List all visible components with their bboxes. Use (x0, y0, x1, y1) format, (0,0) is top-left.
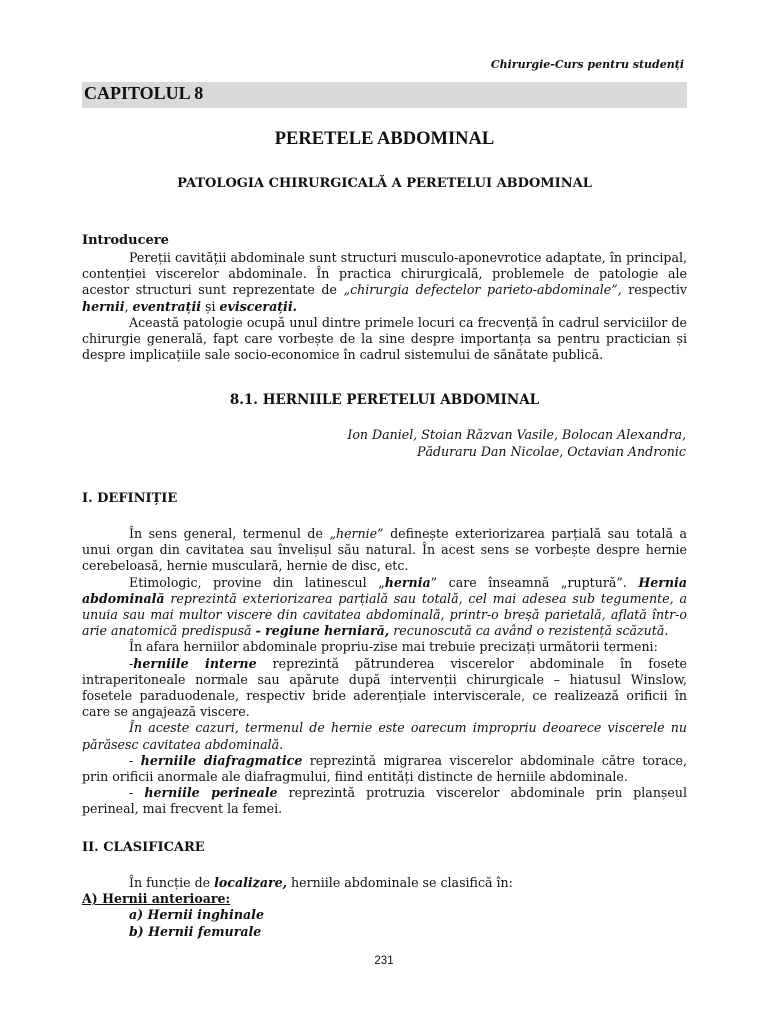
definitie-text (82, 526, 687, 818)
text-span-italic: recunoscută ca având o rezistență scăzută. (389, 623, 669, 639)
text-span: Pereții cavității abdominale sunt structuri musculo-aponevrotice adaptate, în principal, contenției viscerelor abdominale. În practica chirurgicală, problemele de patologie ale acestor structuri sunt reprezentate de (82, 250, 687, 298)
term-herniile-diafragmatice: herniile diafragmatice (140, 752, 303, 768)
chapter-title: PERETELE ABDOMINAL (274, 129, 495, 149)
text-span: reprezintă pătrunderea viscerelor abdominale în fosete intraperitoneale normale sau apărute după intervenții chirurgicale – hiatusul Winslow, fosetele paraduodenale, respectiv bride aderențiale interviscerale, ce realizează orificii în care se angajează viscere. (82, 655, 687, 720)
definitie-heading: I. DEFINIȚIE (82, 491, 178, 506)
page-number: 231 (374, 955, 394, 967)
text-span-italic: „chirurgia defectelor parieto-abdominale”, (343, 282, 622, 298)
text-span: , (124, 298, 133, 314)
definitie-paragraph-5: În aceste cazuri, termenul de hernie este oarecum impropriu deoarece viscerele nu părăsesc cavitatea abdominală. (82, 720, 687, 752)
group-a-label: A) Hernii anterioare: (82, 891, 231, 907)
term-evisceratii: eviscerații. (219, 298, 297, 314)
definitie-paragraph-2 (82, 575, 687, 640)
definitie-paragraph-6 (82, 753, 687, 785)
authors-line-1: Ion Daniel, Stoian Răzvan Vasile, Bolocan Alexandra, (347, 427, 686, 442)
intro-heading: Introducere (82, 233, 169, 248)
text-span: reprezintă protruzia viscerelor abdominale prin planșeul perineal, mai frecvent la femei. (82, 785, 687, 817)
text-span: - (129, 752, 141, 768)
term-herniile-interne: herniile interne (133, 655, 257, 671)
intro-paragraph-2: Această patologie ocupă unul dintre primele locuri ca frecvență în cadrul serviciilor de chirurgie generală, fapt care vorbește de la sine despre importanța sa pentru practician și despre implicațiile sale socio-economice în cadrul sistemului de sănătate publică. (82, 314, 687, 363)
running-header: Chirurgie-Curs pentru studenți (490, 58, 684, 71)
text-span: reprezintă migrarea viscerelor abdominale către torace, prin orificii anormale ale diafragmului, fiind entități distincte de herniile abdominale. (82, 752, 688, 785)
term-regiune-herniara: - regiune herniară, (255, 623, 390, 639)
definitie-paragraph-1 (82, 526, 687, 575)
definitie-paragraph-7 (82, 785, 687, 817)
term-localizare: localizare, (214, 875, 288, 890)
chapter-subtitle: PATOLOGIA CHIRURGICALĂ A PERETELUI ABDOMINAL (177, 176, 592, 191)
list-item-hernii-femurale: b) Hernii femurale (129, 923, 262, 939)
definitie-paragraph-3: În afara herniilor abdominale propriu-zise mai trebuie precizați următorii termeni: (129, 639, 658, 655)
term-hernia: hernia (384, 574, 431, 590)
text-span: Etimologic, provine din latinescul „ (129, 574, 385, 590)
clasificare-paragraph-1 (82, 875, 687, 891)
text-span: - (129, 655, 134, 671)
text-span: respectiv (621, 282, 687, 298)
clasificare-heading: II. CLASIFICARE (82, 840, 205, 855)
chapter-label: CAPITOLUL 8 (82, 82, 687, 108)
intro-paragraph-1 (82, 250, 687, 315)
text-span-italic: „hernie” (329, 526, 384, 541)
text-span: În funcție de (129, 875, 215, 890)
authors (347, 426, 686, 460)
clasificare-text (82, 875, 687, 940)
text-span: herniile abdominale se clasifică în: (287, 875, 513, 890)
term-hernii: hernii (82, 298, 125, 314)
text-span-italic: reprezintă exteriorizarea parțială sau totală, cel mai adesea sub tegumente, a unuia sau mai multor viscere din cavitatea abdominală, printr-o breșă parietală, aflată într-o arie anatomică predispusă (82, 590, 687, 639)
list-item-hernii-inghinale: a) Hernii inghinale (129, 907, 264, 923)
authors-line-2: Păduraru Dan Nicolae, Octavian Andronic (417, 444, 686, 459)
section-title: 8.1. HERNIILE PERETELUI ABDOMINAL (229, 392, 540, 408)
text-span: și (201, 298, 220, 314)
text-span: - (129, 785, 145, 801)
group-a-heading (82, 891, 687, 907)
term-eventratii: eventrații (132, 298, 202, 314)
term-herniile-perineale: herniile perineale (144, 785, 278, 801)
text-span: În sens general, termenul de (129, 526, 330, 541)
intro-text (82, 250, 687, 363)
text-span: ” care înseamnă „ruptură”. (430, 574, 639, 590)
term-hernia-abdominala: Hernia abdominală (82, 574, 688, 606)
definitie-paragraph-4 (82, 656, 687, 721)
text-span: definește exteriorizarea parțială sau totală a unui organ din cavitatea sau învelișul său natural. În acest sens se vorbește despre hernie cerebeloasă, hernie musculară, hernie de disc, etc. (82, 526, 687, 574)
